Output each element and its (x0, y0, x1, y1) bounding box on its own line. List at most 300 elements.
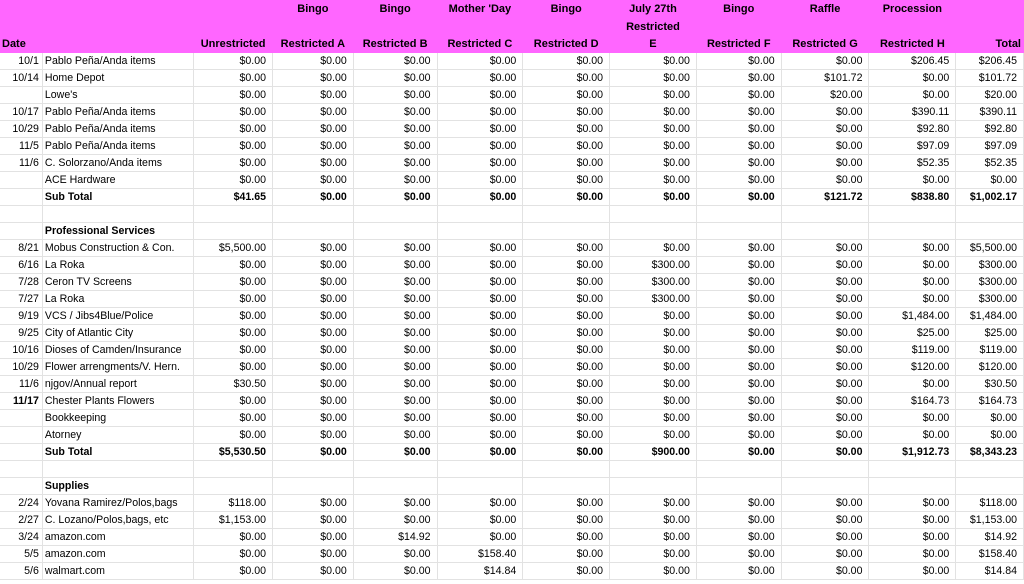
amount-cell[interactable]: $0.00 (610, 393, 697, 410)
amount-cell[interactable]: $0.00 (273, 121, 354, 138)
amount-cell[interactable] (781, 478, 869, 495)
amount-cell[interactable]: $120.00 (869, 359, 956, 376)
amount-cell[interactable]: $14.92 (353, 529, 437, 546)
header-cell[interactable]: Restricted D (523, 36, 610, 53)
cell[interactable] (610, 206, 697, 223)
amount-cell[interactable]: $0.00 (273, 70, 354, 87)
amount-cell[interactable]: $0.00 (696, 70, 781, 87)
amount-cell[interactable]: $0.00 (869, 529, 956, 546)
amount-cell[interactable]: $0.00 (523, 529, 610, 546)
description-cell[interactable]: La Roka (42, 291, 193, 308)
amount-cell[interactable]: $0.00 (696, 495, 781, 512)
amount-cell[interactable]: $0.00 (696, 308, 781, 325)
description-cell[interactable]: Lowe's (42, 87, 193, 104)
date-cell[interactable]: 10/29 (0, 359, 42, 376)
amount-cell[interactable]: $0.00 (610, 410, 697, 427)
description-cell[interactable]: Flower arrengments/V. Hern. (42, 359, 193, 376)
amount-cell[interactable]: $0.00 (696, 291, 781, 308)
total-cell[interactable]: $30.50 (956, 376, 1024, 393)
amount-cell[interactable]: $0.00 (437, 240, 523, 257)
total-cell[interactable]: $206.45 (956, 53, 1024, 70)
amount-cell[interactable]: $0.00 (353, 240, 437, 257)
amount-cell[interactable]: $0.00 (523, 138, 610, 155)
amount-cell[interactable]: $0.00 (610, 53, 697, 70)
amount-cell[interactable]: $0.00 (353, 376, 437, 393)
amount-cell[interactable]: $0.00 (869, 495, 956, 512)
amount-cell[interactable]: $164.73 (869, 393, 956, 410)
description-cell[interactable]: La Roka (42, 257, 193, 274)
amount-cell[interactable]: $0.00 (194, 342, 273, 359)
amount-cell[interactable]: $101.72 (781, 70, 869, 87)
amount-cell[interactable]: $0.00 (353, 308, 437, 325)
amount-cell[interactable]: $0.00 (273, 155, 354, 172)
date-cell[interactable] (0, 189, 42, 206)
amount-cell[interactable]: $0.00 (610, 495, 697, 512)
amount-cell[interactable]: $0.00 (437, 257, 523, 274)
date-cell[interactable]: 2/24 (0, 495, 42, 512)
description-cell[interactable]: Pablo Peña/Anda items (42, 104, 193, 121)
amount-cell[interactable]: $0.00 (696, 376, 781, 393)
amount-cell[interactable]: $0.00 (696, 529, 781, 546)
total-cell[interactable]: $8,343.23 (956, 444, 1024, 461)
date-cell[interactable] (0, 444, 42, 461)
header-cell[interactable]: Mother 'Day (437, 0, 523, 19)
amount-cell[interactable]: $0.00 (273, 257, 354, 274)
amount-cell[interactable]: $0.00 (437, 138, 523, 155)
amount-cell[interactable]: $0.00 (781, 342, 869, 359)
amount-cell[interactable]: $0.00 (273, 53, 354, 70)
amount-cell[interactable]: $0.00 (523, 546, 610, 563)
amount-cell[interactable]: $0.00 (610, 427, 697, 444)
amount-cell[interactable]: $0.00 (194, 121, 273, 138)
amount-cell[interactable]: $0.00 (869, 274, 956, 291)
amount-cell[interactable]: $0.00 (610, 70, 697, 87)
header-cell[interactable] (42, 19, 193, 36)
description-cell[interactable]: Supplies (42, 478, 193, 495)
amount-cell[interactable]: $0.00 (696, 53, 781, 70)
amount-cell[interactable]: $0.00 (523, 240, 610, 257)
amount-cell[interactable]: $14.84 (437, 563, 523, 580)
description-cell[interactable]: Professional Services (42, 223, 193, 240)
amount-cell[interactable]: $0.00 (610, 359, 697, 376)
cell[interactable] (696, 461, 781, 478)
description-cell[interactable]: ACE Hardware (42, 172, 193, 189)
amount-cell[interactable]: $0.00 (869, 240, 956, 257)
amount-cell[interactable]: $0.00 (353, 155, 437, 172)
amount-cell[interactable]: $0.00 (437, 53, 523, 70)
amount-cell[interactable]: $0.00 (194, 427, 273, 444)
cell[interactable] (0, 206, 42, 223)
amount-cell[interactable]: $0.00 (273, 291, 354, 308)
amount-cell[interactable]: $0.00 (437, 325, 523, 342)
amount-cell[interactable]: $0.00 (610, 138, 697, 155)
date-cell[interactable]: 9/19 (0, 308, 42, 325)
header-cell[interactable] (781, 19, 869, 36)
amount-cell[interactable]: $0.00 (696, 512, 781, 529)
amount-cell[interactable]: $0.00 (353, 359, 437, 376)
amount-cell[interactable]: $0.00 (610, 325, 697, 342)
amount-cell[interactable]: $0.00 (781, 376, 869, 393)
header-cell[interactable]: Restricted F (696, 36, 781, 53)
amount-cell[interactable]: $0.00 (273, 189, 354, 206)
amount-cell[interactable]: $0.00 (696, 427, 781, 444)
amount-cell[interactable]: $0.00 (781, 274, 869, 291)
amount-cell[interactable]: $0.00 (781, 325, 869, 342)
header-cell[interactable]: Restricted C (437, 36, 523, 53)
cell[interactable] (956, 206, 1024, 223)
amount-cell[interactable]: $0.00 (273, 410, 354, 427)
amount-cell[interactable]: $0.00 (273, 138, 354, 155)
amount-cell[interactable]: $0.00 (696, 257, 781, 274)
header-cell[interactable] (194, 19, 273, 36)
amount-cell[interactable]: $92.80 (869, 121, 956, 138)
cell[interactable] (194, 461, 273, 478)
description-cell[interactable]: Bookkeeping (42, 410, 193, 427)
total-cell[interactable]: $0.00 (956, 427, 1024, 444)
header-cell[interactable]: Bingo (523, 0, 610, 19)
amount-cell[interactable]: $0.00 (696, 104, 781, 121)
description-cell[interactable]: C. Solorzano/Anda items (42, 155, 193, 172)
amount-cell[interactable]: $0.00 (273, 393, 354, 410)
amount-cell[interactable]: $0.00 (696, 189, 781, 206)
cell[interactable] (273, 206, 354, 223)
total-cell[interactable]: $118.00 (956, 495, 1024, 512)
amount-cell[interactable]: $0.00 (610, 155, 697, 172)
amount-cell[interactable]: $0.00 (781, 512, 869, 529)
date-cell[interactable]: 11/6 (0, 376, 42, 393)
total-cell[interactable]: $20.00 (956, 87, 1024, 104)
amount-cell[interactable]: $0.00 (273, 87, 354, 104)
amount-cell[interactable] (610, 223, 697, 240)
cell[interactable] (273, 461, 354, 478)
header-cell[interactable]: E (610, 36, 697, 53)
date-cell[interactable]: 11/17 (0, 393, 42, 410)
total-cell[interactable]: $101.72 (956, 70, 1024, 87)
amount-cell[interactable]: $0.00 (437, 410, 523, 427)
date-cell[interactable] (0, 478, 42, 495)
amount-cell[interactable]: $0.00 (610, 546, 697, 563)
date-cell[interactable] (0, 427, 42, 444)
date-cell[interactable]: 3/24 (0, 529, 42, 546)
cell[interactable] (781, 206, 869, 223)
amount-cell[interactable]: $0.00 (781, 291, 869, 308)
amount-cell[interactable]: $838.80 (869, 189, 956, 206)
amount-cell[interactable]: $1,153.00 (194, 512, 273, 529)
amount-cell[interactable]: $0.00 (696, 546, 781, 563)
amount-cell[interactable]: $0.00 (353, 427, 437, 444)
amount-cell[interactable]: $0.00 (437, 172, 523, 189)
amount-cell[interactable]: $0.00 (610, 104, 697, 121)
amount-cell[interactable] (696, 478, 781, 495)
date-cell[interactable]: 5/6 (0, 563, 42, 580)
cell[interactable] (42, 206, 193, 223)
amount-cell[interactable]: $0.00 (781, 495, 869, 512)
header-cell[interactable] (956, 19, 1024, 36)
header-cell[interactable] (42, 0, 193, 19)
cell[interactable] (0, 461, 42, 478)
description-cell[interactable]: Yovana Ramirez/Polos,bags (42, 495, 193, 512)
total-cell[interactable]: $300.00 (956, 274, 1024, 291)
amount-cell[interactable]: $1,912.73 (869, 444, 956, 461)
description-cell[interactable]: amazon.com (42, 546, 193, 563)
amount-cell[interactable]: $5,500.00 (194, 240, 273, 257)
description-cell[interactable]: VCS / Jibs4Blue/Police (42, 308, 193, 325)
description-cell[interactable]: amazon.com (42, 529, 193, 546)
amount-cell[interactable]: $0.00 (353, 393, 437, 410)
amount-cell[interactable]: $0.00 (610, 308, 697, 325)
total-cell[interactable] (956, 478, 1024, 495)
date-cell[interactable]: 6/16 (0, 257, 42, 274)
amount-cell[interactable] (194, 478, 273, 495)
amount-cell[interactable]: $0.00 (437, 291, 523, 308)
amount-cell[interactable]: $0.00 (781, 563, 869, 580)
total-cell[interactable]: $0.00 (956, 410, 1024, 427)
header-cell[interactable] (353, 19, 437, 36)
amount-cell[interactable]: $0.00 (523, 53, 610, 70)
cell[interactable] (781, 461, 869, 478)
amount-cell[interactable]: $0.00 (610, 189, 697, 206)
amount-cell[interactable]: $5,530.50 (194, 444, 273, 461)
amount-cell[interactable]: $0.00 (194, 308, 273, 325)
amount-cell[interactable]: $0.00 (869, 376, 956, 393)
amount-cell[interactable]: $0.00 (869, 427, 956, 444)
total-cell[interactable]: $5,500.00 (956, 240, 1024, 257)
date-cell[interactable] (0, 410, 42, 427)
header-cell[interactable]: Restricted H (869, 36, 956, 53)
date-cell[interactable]: 5/5 (0, 546, 42, 563)
amount-cell[interactable]: $0.00 (273, 325, 354, 342)
cell[interactable] (869, 206, 956, 223)
amount-cell[interactable]: $0.00 (437, 359, 523, 376)
date-cell[interactable] (0, 87, 42, 104)
amount-cell[interactable]: $0.00 (273, 563, 354, 580)
amount-cell[interactable]: $0.00 (194, 172, 273, 189)
amount-cell[interactable] (437, 223, 523, 240)
amount-cell[interactable]: $0.00 (696, 121, 781, 138)
amount-cell[interactable]: $0.00 (696, 87, 781, 104)
amount-cell[interactable]: $0.00 (610, 512, 697, 529)
amount-cell[interactable]: $0.00 (523, 257, 610, 274)
header-cell[interactable] (42, 36, 193, 53)
amount-cell[interactable] (194, 223, 273, 240)
amount-cell[interactable] (781, 223, 869, 240)
total-cell[interactable]: $300.00 (956, 291, 1024, 308)
amount-cell[interactable]: $0.00 (273, 274, 354, 291)
total-cell[interactable]: $158.40 (956, 546, 1024, 563)
amount-cell[interactable] (869, 478, 956, 495)
amount-cell[interactable]: $0.00 (437, 376, 523, 393)
total-cell[interactable]: $14.92 (956, 529, 1024, 546)
amount-cell[interactable]: $0.00 (523, 87, 610, 104)
total-cell[interactable]: $92.80 (956, 121, 1024, 138)
description-cell[interactable]: Atorney (42, 427, 193, 444)
amount-cell[interactable]: $20.00 (781, 87, 869, 104)
amount-cell[interactable]: $0.00 (273, 240, 354, 257)
amount-cell[interactable]: $0.00 (437, 512, 523, 529)
description-cell[interactable]: City of Atlantic City (42, 325, 193, 342)
amount-cell[interactable]: $0.00 (781, 359, 869, 376)
amount-cell[interactable]: $390.11 (869, 104, 956, 121)
amount-cell[interactable]: $0.00 (194, 138, 273, 155)
amount-cell[interactable]: $0.00 (194, 325, 273, 342)
date-cell[interactable]: 7/27 (0, 291, 42, 308)
amount-cell[interactable]: $0.00 (781, 393, 869, 410)
header-cell[interactable]: Unrestricted (194, 36, 273, 53)
amount-cell[interactable]: $0.00 (353, 274, 437, 291)
amount-cell[interactable]: $0.00 (696, 410, 781, 427)
amount-cell[interactable]: $158.40 (437, 546, 523, 563)
amount-cell[interactable]: $0.00 (273, 444, 354, 461)
header-cell[interactable] (696, 19, 781, 36)
cell[interactable] (42, 461, 193, 478)
amount-cell[interactable]: $0.00 (437, 444, 523, 461)
amount-cell[interactable]: $0.00 (194, 359, 273, 376)
amount-cell[interactable]: $0.00 (696, 325, 781, 342)
amount-cell[interactable]: $0.00 (523, 121, 610, 138)
amount-cell[interactable]: $0.00 (353, 53, 437, 70)
amount-cell[interactable]: $0.00 (523, 189, 610, 206)
cell[interactable] (353, 461, 437, 478)
header-cell[interactable]: Bingo (696, 0, 781, 19)
amount-cell[interactable]: $0.00 (523, 410, 610, 427)
amount-cell[interactable]: $0.00 (781, 104, 869, 121)
amount-cell[interactable]: $0.00 (194, 257, 273, 274)
amount-cell[interactable]: $900.00 (610, 444, 697, 461)
date-cell[interactable]: 11/6 (0, 155, 42, 172)
amount-cell[interactable]: $0.00 (353, 512, 437, 529)
amount-cell[interactable] (273, 223, 354, 240)
amount-cell[interactable]: $0.00 (194, 393, 273, 410)
amount-cell[interactable]: $0.00 (781, 410, 869, 427)
total-cell[interactable]: $120.00 (956, 359, 1024, 376)
amount-cell[interactable]: $0.00 (194, 563, 273, 580)
date-cell[interactable]: 10/16 (0, 342, 42, 359)
amount-cell[interactable]: $0.00 (437, 104, 523, 121)
amount-cell[interactable]: $0.00 (437, 308, 523, 325)
amount-cell[interactable]: $97.09 (869, 138, 956, 155)
amount-cell[interactable]: $0.00 (869, 512, 956, 529)
cell[interactable] (437, 461, 523, 478)
amount-cell[interactable]: $0.00 (353, 70, 437, 87)
amount-cell[interactable]: $0.00 (696, 240, 781, 257)
amount-cell[interactable]: $0.00 (353, 291, 437, 308)
date-cell[interactable]: 10/29 (0, 121, 42, 138)
amount-cell[interactable]: $0.00 (194, 53, 273, 70)
description-cell[interactable]: Pablo Peña/Anda items (42, 121, 193, 138)
cell[interactable] (610, 461, 697, 478)
header-cell[interactable]: Total (956, 36, 1024, 53)
description-cell[interactable]: Sub Total (42, 444, 193, 461)
amount-cell[interactable]: $0.00 (437, 342, 523, 359)
amount-cell[interactable]: $0.00 (273, 512, 354, 529)
total-cell[interactable]: $97.09 (956, 138, 1024, 155)
total-cell[interactable]: $390.11 (956, 104, 1024, 121)
amount-cell[interactable]: $0.00 (437, 274, 523, 291)
amount-cell[interactable]: $0.00 (781, 546, 869, 563)
amount-cell[interactable] (610, 478, 697, 495)
total-cell[interactable]: $25.00 (956, 325, 1024, 342)
amount-cell[interactable]: $0.00 (781, 427, 869, 444)
amount-cell[interactable]: $0.00 (523, 172, 610, 189)
total-cell[interactable]: $1,153.00 (956, 512, 1024, 529)
cell[interactable] (523, 206, 610, 223)
amount-cell[interactable]: $0.00 (523, 274, 610, 291)
amount-cell[interactable]: $0.00 (194, 87, 273, 104)
cell[interactable] (353, 206, 437, 223)
amount-cell[interactable]: $0.00 (523, 512, 610, 529)
amount-cell[interactable]: $0.00 (523, 376, 610, 393)
amount-cell[interactable]: $0.00 (523, 70, 610, 87)
amount-cell[interactable]: $0.00 (353, 87, 437, 104)
amount-cell[interactable]: $0.00 (696, 342, 781, 359)
amount-cell[interactable] (273, 478, 354, 495)
amount-cell[interactable]: $0.00 (610, 240, 697, 257)
amount-cell[interactable]: $0.00 (353, 495, 437, 512)
amount-cell[interactable]: $0.00 (523, 291, 610, 308)
amount-cell[interactable]: $0.00 (523, 427, 610, 444)
amount-cell[interactable]: $0.00 (610, 87, 697, 104)
description-cell[interactable]: walmart.com (42, 563, 193, 580)
amount-cell[interactable]: $0.00 (437, 189, 523, 206)
amount-cell[interactable]: $0.00 (781, 172, 869, 189)
header-cell[interactable]: Restricted B (353, 36, 437, 53)
amount-cell[interactable]: $0.00 (696, 138, 781, 155)
amount-cell[interactable]: $0.00 (523, 393, 610, 410)
description-cell[interactable]: Pablo Peña/Anda items (42, 53, 193, 70)
amount-cell[interactable]: $206.45 (869, 53, 956, 70)
total-cell[interactable]: $1,002.17 (956, 189, 1024, 206)
amount-cell[interactable]: $0.00 (273, 376, 354, 393)
date-cell[interactable]: 2/27 (0, 512, 42, 529)
amount-cell[interactable]: $121.72 (781, 189, 869, 206)
amount-cell[interactable]: $0.00 (353, 189, 437, 206)
amount-cell[interactable]: $0.00 (437, 495, 523, 512)
header-cell[interactable]: Date (0, 36, 42, 53)
amount-cell[interactable]: $0.00 (273, 495, 354, 512)
date-cell[interactable] (0, 223, 42, 240)
amount-cell[interactable]: $0.00 (353, 410, 437, 427)
amount-cell[interactable] (696, 223, 781, 240)
cell[interactable] (523, 461, 610, 478)
amount-cell[interactable]: $0.00 (273, 308, 354, 325)
amount-cell[interactable]: $0.00 (869, 257, 956, 274)
amount-cell[interactable]: $0.00 (869, 87, 956, 104)
total-cell[interactable]: $119.00 (956, 342, 1024, 359)
total-cell[interactable]: $1,484.00 (956, 308, 1024, 325)
amount-cell[interactable]: $0.00 (869, 70, 956, 87)
amount-cell[interactable]: $0.00 (869, 291, 956, 308)
amount-cell[interactable]: $0.00 (696, 155, 781, 172)
amount-cell[interactable]: $0.00 (523, 495, 610, 512)
date-cell[interactable] (0, 172, 42, 189)
total-cell[interactable]: $0.00 (956, 172, 1024, 189)
header-cell[interactable] (437, 19, 523, 36)
amount-cell[interactable]: $0.00 (353, 325, 437, 342)
amount-cell[interactable]: $0.00 (523, 155, 610, 172)
amount-cell[interactable]: $0.00 (523, 359, 610, 376)
description-cell[interactable]: C. Lozano/Polos,bags, etc (42, 512, 193, 529)
amount-cell[interactable]: $0.00 (437, 155, 523, 172)
header-cell[interactable] (0, 19, 42, 36)
amount-cell[interactable]: $0.00 (273, 359, 354, 376)
amount-cell[interactable]: $0.00 (194, 104, 273, 121)
amount-cell[interactable]: $0.00 (781, 121, 869, 138)
amount-cell[interactable]: $0.00 (273, 172, 354, 189)
header-cell[interactable]: Restricted A (273, 36, 354, 53)
amount-cell[interactable]: $0.00 (194, 529, 273, 546)
amount-cell[interactable]: $0.00 (781, 444, 869, 461)
amount-cell[interactable]: $300.00 (610, 291, 697, 308)
